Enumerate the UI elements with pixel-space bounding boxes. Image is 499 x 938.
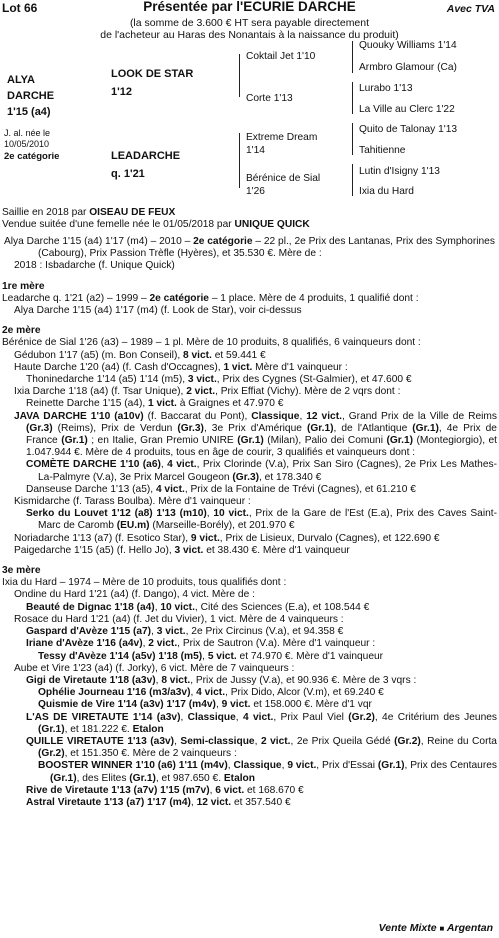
horse-record: 1'15 (a4) bbox=[7, 106, 51, 118]
produce-booster-winner: BOOSTER WINNER 1'10 (a6) 1'11 (m4v), Classique, 9 vict., Prix d'Essai (Gr.1), Prix des Centaures (Gr.1), des Elites (Gr.1), et 987.650 €. Etalon bbox=[38, 760, 497, 784]
dam-dam-2: 1'26 bbox=[246, 186, 265, 197]
separator-square-icon: ■ bbox=[439, 924, 445, 933]
produce-gigi-de-viretaute: Gigi de Viretaute 1'18 (a3v), 8 vict., Prix de Jussy (V.a), et 90.936 €. Mère de 3 vqrs : bbox=[26, 674, 417, 686]
produce-iriane-d-aveze: Iriane d'Avèze 1'16 (a4v), 2 vict., Prix de Sautron (V.a). Mère d'1 vainqueur : bbox=[26, 638, 376, 650]
produce-astral-viretaute: Astral Viretaute 1'13 (a7) 1'17 (m4), 12 vict. et 357.540 € bbox=[26, 796, 291, 808]
horse-category: 2e catégorie bbox=[4, 151, 60, 162]
bracket-line bbox=[352, 41, 353, 73]
ped-dds: Lutin d'Isigny 1'13 bbox=[359, 166, 440, 177]
dam-sire-2: 1'14 bbox=[246, 145, 265, 156]
horse-name-1: ALYA bbox=[7, 74, 35, 86]
intro-produce: 2018 : Isbadarche (f. Unique Quick) bbox=[14, 260, 175, 272]
produce-gaspard-d-aveze: Gaspard d'Avèze 1'15 (a7), 3 vict., 2e Prix Circinus (V.a), et 94.358 € bbox=[26, 626, 344, 638]
ped-sss: Quouky Williams 1'14 bbox=[359, 40, 457, 51]
produce-kismidarche: Kismidarche (f. Tarass Boulba). Mère d'1 vainqueur : bbox=[14, 496, 251, 508]
ped-ddd: Ixia du Hard bbox=[359, 186, 414, 197]
second-dam-heading: 2e mère bbox=[2, 325, 41, 337]
sire-dam: Corte 1'13 bbox=[246, 93, 293, 104]
produce-comete-darche: COMÈTE DARCHE 1'10 (a6), 4 vict., Prix Clorinde (V.a), Prix San Siro (Cagnes), 2e Prix Les Mathes-La-Palmyre (V.a), 3e Prix Marcel Gougeon (Gr.3), et 178.340 € bbox=[26, 459, 497, 483]
produce-record bbox=[2, 236, 497, 809]
ped-dss: Quito de Talonay 1'13 bbox=[359, 124, 458, 135]
sale-footer: Vente Mixte ■ Argentan bbox=[378, 922, 493, 934]
produce-ophelie-journeau: Ophélie Journeau 1'16 (m3/a3v), 4 vict., Prix Dido, Alcor (V.m), et 69.240 € bbox=[38, 687, 384, 699]
subtitle-line-2: de l'acheteur au Haras des Nonantais à la naissance du produit) bbox=[100, 29, 399, 41]
bracket-line bbox=[352, 123, 353, 155]
horse-name-2: DARCHE bbox=[7, 90, 55, 102]
horse-note-1: J. al. née le bbox=[4, 128, 51, 138]
lot-title: Présentée par l'ECURIE DARCHE bbox=[143, 0, 356, 14]
sire-name: LOOK DE STAR bbox=[111, 68, 194, 80]
third-dam-heading: 3e mère bbox=[2, 565, 41, 577]
produce-rive-de-viretaute: Rive de Viretaute 1'13 (a7v) 1'15 (m7v), 6 vict. et 168.670 € bbox=[26, 784, 304, 796]
produce-gedubon: Gédubon 1'17 (a5) (m. Bon Conseil), 8 vict. et 59.441 € bbox=[14, 349, 266, 361]
bracket-line bbox=[352, 82, 353, 114]
produce-aube-et-vire: Aube et Vire 1'23 (a4) (f. Jorky), 6 vict. Mère de 7 vainqueurs : bbox=[14, 662, 295, 674]
bracket-line bbox=[352, 164, 353, 196]
produce-reinette-darche: Reinette Darche 1'15 (a4), 1 vict. à Graignes et 47.970 € bbox=[26, 398, 284, 410]
dam-dam-1: Bérénice de Sial bbox=[246, 173, 321, 184]
intro-paragraph: Alya Darche 1'15 (a4) 1'17 (m4) – 2010 – 2e catégorie – 22 pl., 2e Prix des Lantanas, Prix des Symphorines (Cabourg), Prix Passion Trèfle (Hyères), et 35.530 €. Mère de : bbox=[4, 236, 495, 260]
foal-line: Vendue suitée d'une femelle née le 01/05/2018 par UNIQUE QUICK bbox=[2, 219, 310, 230]
first-dam-heading: 1re mère bbox=[2, 280, 45, 292]
ped-dsd: Tahitienne bbox=[359, 145, 406, 156]
produce-noriadarche: Noriadarche 1'13 (a7) (f. Esotico Star), 9 vict., Prix de Lisieux, Durvalo (Cagnes), et 122.690 € bbox=[14, 532, 440, 544]
produce-java-darche: JAVA DARCHE 1'10 (a10v) (f. Baccarat du Pont), Classique, 12 vict., Grand Prix de la Ville de Reims (Gr.3) (Reims), Prix de Verdun (Gr.3), 3e Prix d'Amérique (Gr.1), de l'Atlantique (Gr.1), 4e Prix de France (Gr.1) ; en Italie, Gran Premio UNIRE (Gr.1) (Milan), Palio dei Comuni (Gr.1) (Montegiorgio), et 1.047.944 €. Mère de 4 produits, tous en âge de courir, 3 qualifiés et vainqueurs dont : bbox=[14, 410, 498, 459]
dam-name: LEADARCHE bbox=[111, 150, 181, 162]
lot-number: Lot 66 bbox=[2, 1, 38, 15]
third-dam-intro: Ixia du Hard – 1974 – Mère de 10 produits, tous qualifiés dont : bbox=[2, 577, 287, 589]
bracket-line bbox=[239, 133, 240, 188]
produce-tessy-d-aveze: Tessy d'Avèze 1'14 (a5v) 1'18 (m5), 5 vict. et 74.970 €. Mère d'1 vainqueur bbox=[38, 650, 384, 662]
bracket-line bbox=[239, 54, 240, 97]
subtitle-line-1: (la somme de 3.600 € HT sera payable directement bbox=[129, 17, 370, 29]
dam-record: q. 1'21 bbox=[111, 168, 145, 180]
produce-l-as-de-viretaute: L'AS DE VIRETAUTE 1'14 (a3v), Classique, 4 vict., Prix Paul Viel (Gr.2), 4e Critérium des Jeunes (Gr.1), et 181.222 €. Etalon bbox=[26, 711, 497, 735]
horse-note-2: 10/05/2010 bbox=[4, 139, 50, 149]
produce-ondine-du-hard: Ondine du Hard 1'21 (a4) (f. Dango), 4 vict. Mère de : bbox=[14, 589, 255, 601]
produce-rosace-du-hard: Rosace du Hard 1'21 (a4) (f. Jet du Vivier), 1 vict. Mère de 4 vainqueurs : bbox=[14, 613, 344, 625]
produce-ixia-darche: Ixia Darche 1'18 (a4) (f. Tsar Unique), 2 vict., Prix Effiat (Vichy). Mère de 2 vqrs dont : bbox=[14, 386, 401, 398]
produce-quille-viretaute: QUILLE VIRETAUTE 1'13 (a3v), Semi-classique, 2 vict., 2e Prix Queila Gédé (Gr.2), Reine du Corta (Gr.2), et 151.350 €. Mère de 2 vainqueurs : bbox=[26, 735, 497, 760]
first-dam-produce: Alya Darche 1'15 (a4) 1'17 (m4) (f. Look de Star), voir ci-dessus bbox=[14, 305, 302, 317]
produce-serko-du-louvet: Serko du Louvet 1'12 (a8) 1'13 (m10), 10 vict., Prix de la Gare de l'Est (E.a), Prix des Caves Saint-Marc de Caromb (EU.m) (Marseille-Borély), et 201.970 € bbox=[26, 508, 497, 532]
first-dam-line: Leadarche q. 1'21 (a2) – 1999 – 2e catégorie – 1 place. Mère de 4 produits, 1 qualifié dont : bbox=[2, 292, 419, 304]
sire-sire: Coktail Jet 1'10 bbox=[246, 51, 316, 62]
second-dam-intro: Bérénice de Sial 1'26 (a3) – 1989 – 1 pl. Mère de 10 produits, 8 qualifiés, 6 vainqueurs dont : bbox=[2, 337, 421, 349]
produce-thoninedarche: Thoninedarche 1'14 (a5) 1'14 (m5), 3 vict., Prix des Cygnes (St-Galmier), et 47.600 € bbox=[26, 374, 412, 386]
produce-haute-darche: Haute Darche 1'20 (a4) (f. Cash d'Occagnes), 1 vict. Mère d'1 vainqueur : bbox=[14, 361, 348, 373]
sire-record: 1'12 bbox=[111, 86, 132, 98]
vat-note: Avec TVA bbox=[446, 3, 495, 15]
dam-sire-1: Extreme Dream bbox=[246, 132, 318, 143]
produce-quismie-de-vire: Quismie de Vire 1'14 (a3v) 1'17 (m4v), 9 vict. et 158.000 €. Mère d'1 vqr bbox=[38, 699, 372, 711]
ped-ssd: Armbro Glamour (Ca) bbox=[359, 62, 457, 73]
produce-danseuse-darche: Danseuse Darche 1'13 (a5), 4 vict., Prix de la Fontaine de Trévi (Cagnes), et 61.210 € bbox=[26, 483, 416, 495]
ped-sds: Lurabo 1'13 bbox=[359, 83, 413, 94]
produce-beaute-de-dignac: Beauté de Dignac 1'18 (a4), 10 vict., Cité des Sciences (E.a), et 108.544 € bbox=[26, 601, 370, 613]
covering-line: Saillie en 2018 par OISEAU DE FEUX bbox=[2, 207, 176, 218]
produce-paigedarche: Paigedarche 1'15 (a5) (f. Hello Jo), 3 vict. et 38.430 €. Mère d'1 vainqueur bbox=[14, 544, 350, 556]
ped-sdd: La Ville au Clerc 1'22 bbox=[359, 104, 455, 115]
